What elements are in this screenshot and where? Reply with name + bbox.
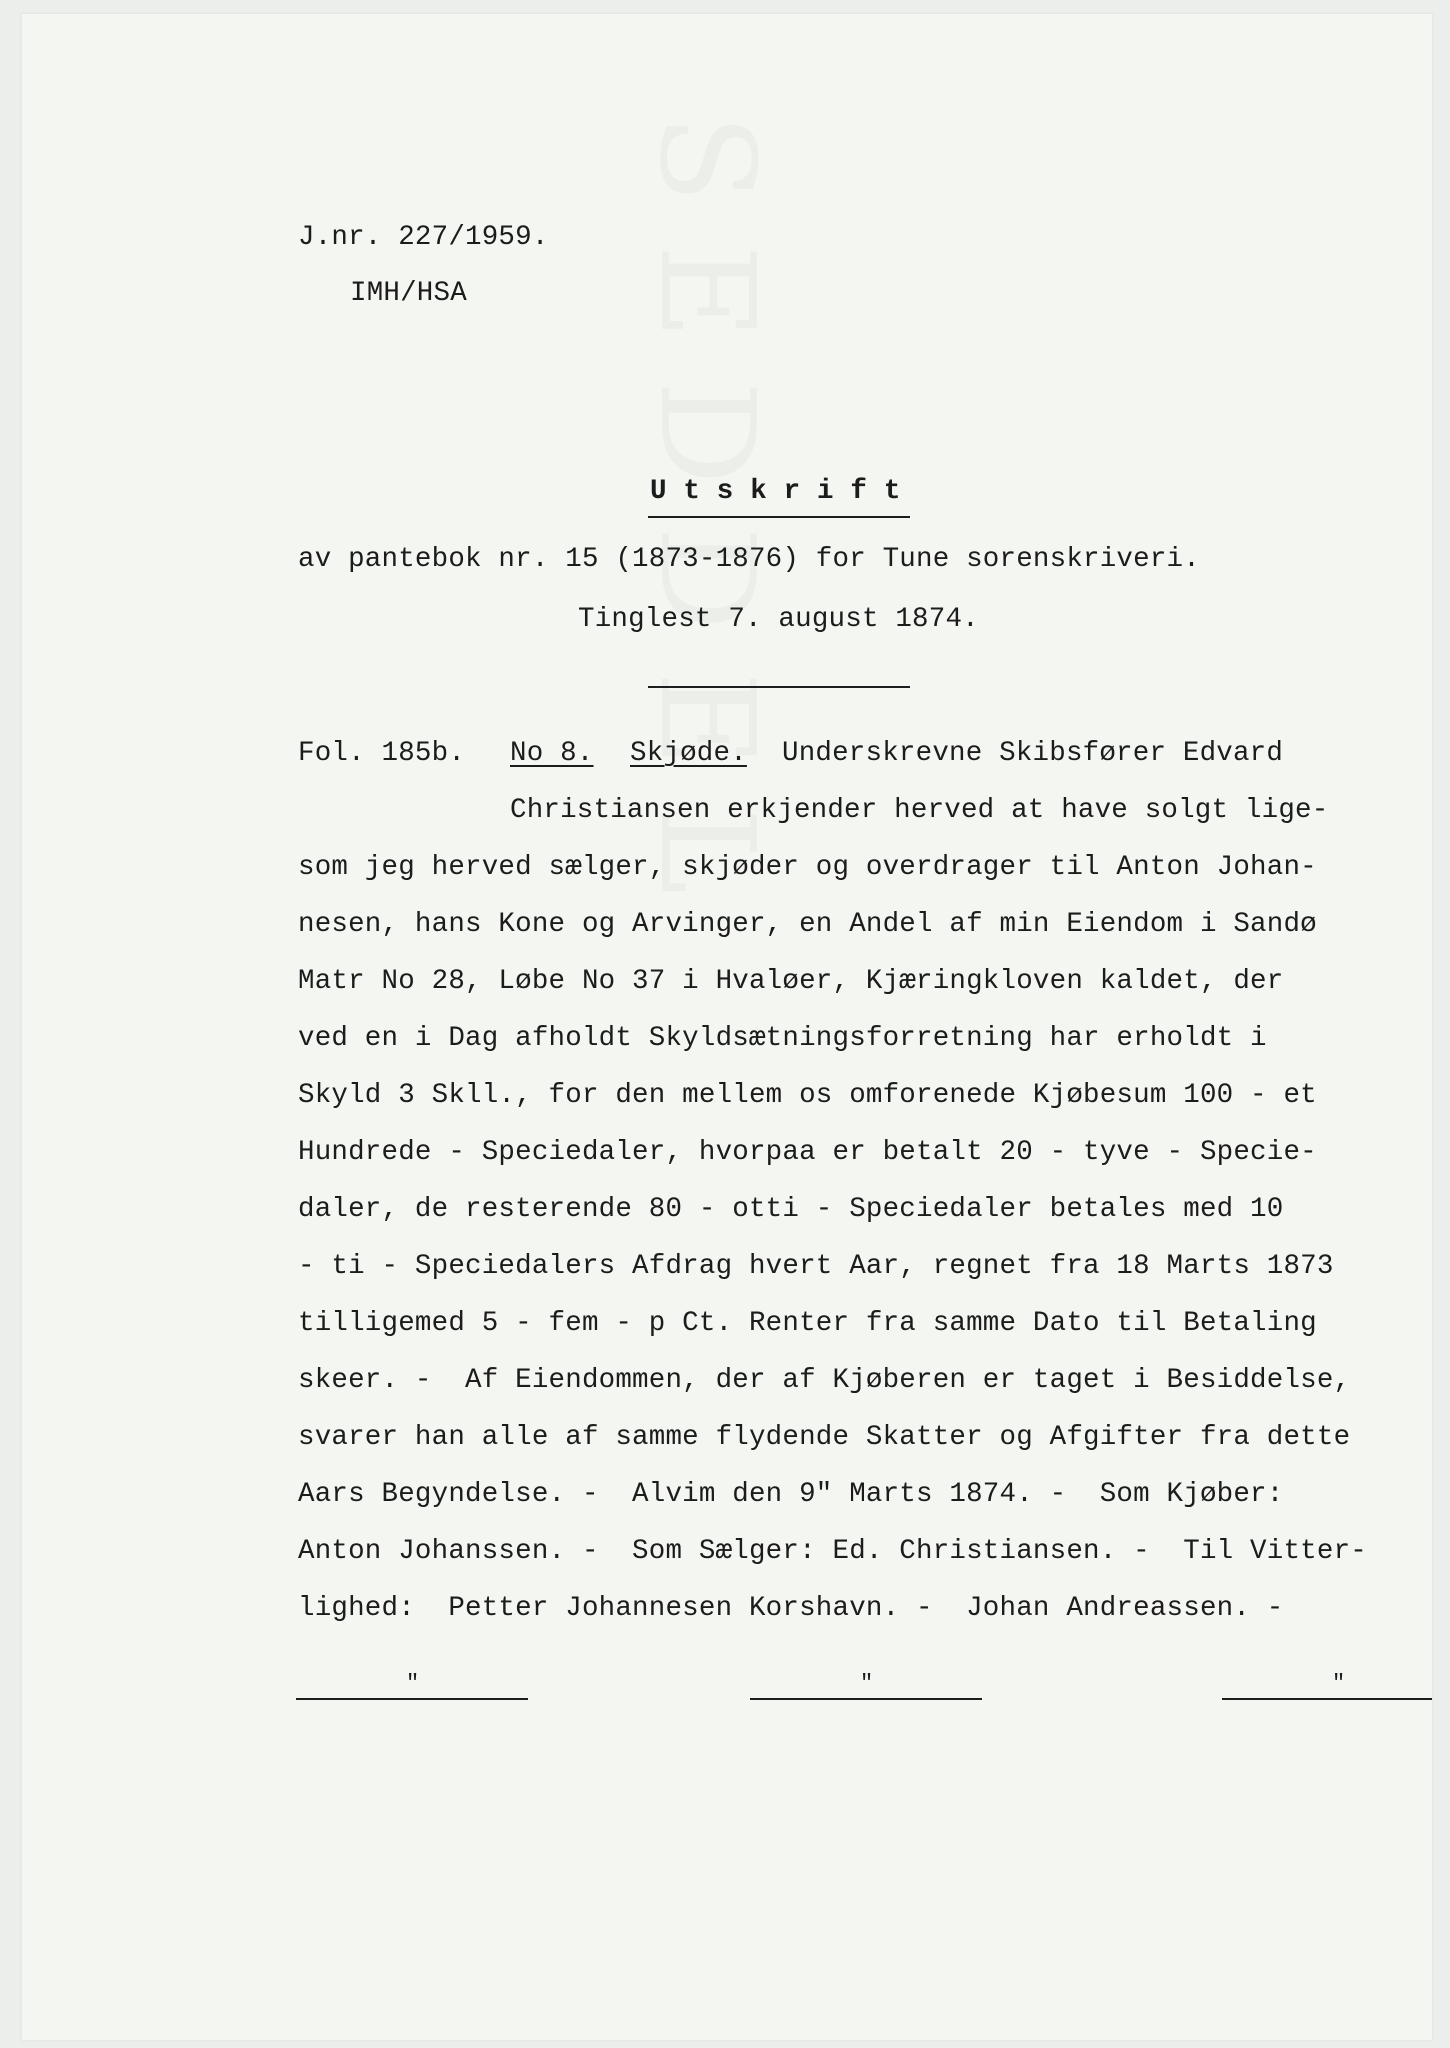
- body-line: - ti - Speciedalers Afdrag hvert Aar, regnet fra 18 Marts 1873: [298, 1251, 1334, 1282]
- registration-date: Tinglest 7. august 1874.: [578, 604, 979, 635]
- body-line: lighed: Petter Johannesen Korshavn. - Johan Andreassen. -: [298, 1593, 1284, 1624]
- body-line: Hundrede - Speciedaler, hvorpaa er betalt 20 - tyve - Specie-: [298, 1137, 1317, 1168]
- body-line: nesen, hans Kone og Arvinger, en Andel af min Eiendom i Sandø: [298, 909, 1317, 940]
- title-underline: [648, 516, 910, 518]
- body-line: Matr No 28, Løbe No 37 i Hvaløer, Kjæringkloven kaldet, der: [298, 966, 1284, 997]
- body-line: som jeg herved sælger, skjøder og overdrager til Anton Johan-: [298, 852, 1317, 883]
- document-title: U t s k r i f t: [650, 476, 901, 507]
- body-line: Underskrevne Skibsfører Edvard: [782, 738, 1284, 769]
- body-line: Skyld 3 Skll., for den mellem os omforenede Kjøbesum 100 - et: [298, 1080, 1317, 1111]
- section-divider: [648, 686, 910, 688]
- document-subtitle: av pantebok nr. 15 (1873-1876) for Tune sorenskriveri.: [298, 544, 1200, 575]
- ditto-mark: ": [1332, 1671, 1346, 1696]
- entry-number: No 8.: [510, 738, 594, 769]
- ditto-mark: ": [406, 1671, 420, 1696]
- body-line: daler, de resterende 80 - otti - Speciedaler betales med 10: [298, 1194, 1284, 1225]
- body-line: ved en i Dag afholdt Skyldsætningsforretning har erholdt i: [298, 1023, 1267, 1054]
- ditto-mark: ": [860, 1671, 874, 1696]
- signature-line-seller: [750, 1660, 982, 1700]
- body-line: Anton Johanssen. - Som Sælger: Ed. Christiansen. - Til Vitter-: [298, 1536, 1367, 1567]
- document-page: [22, 14, 1432, 2040]
- body-line: svarer han alle af samme flydende Skatter og Afgifter fra dette: [298, 1422, 1351, 1453]
- signature-line-buyer: [296, 1660, 528, 1700]
- entry-type: Skjøde.: [630, 738, 747, 769]
- folio-reference: Fol. 185b.: [298, 738, 466, 769]
- bleed-through-shadow: [22, 114, 802, 234]
- body-line: skeer. - Af Eiendommen, der af Kjøberen er taget i Besiddelse,: [298, 1365, 1351, 1396]
- initials: IMH/HSA: [350, 278, 467, 309]
- body-line: Aars Begyndelse. - Alvim den 9" Marts 1874. - Som Kjøber:: [298, 1479, 1284, 1510]
- body-line: Christiansen erkjender herved at have solgt lige-: [510, 795, 1329, 826]
- signature-line-witness: [1222, 1660, 1432, 1700]
- journal-number: J.nr. 227/1959.: [298, 222, 549, 253]
- body-line: tilligemed 5 - fem - p Ct. Renter fra samme Dato til Betaling: [298, 1308, 1317, 1339]
